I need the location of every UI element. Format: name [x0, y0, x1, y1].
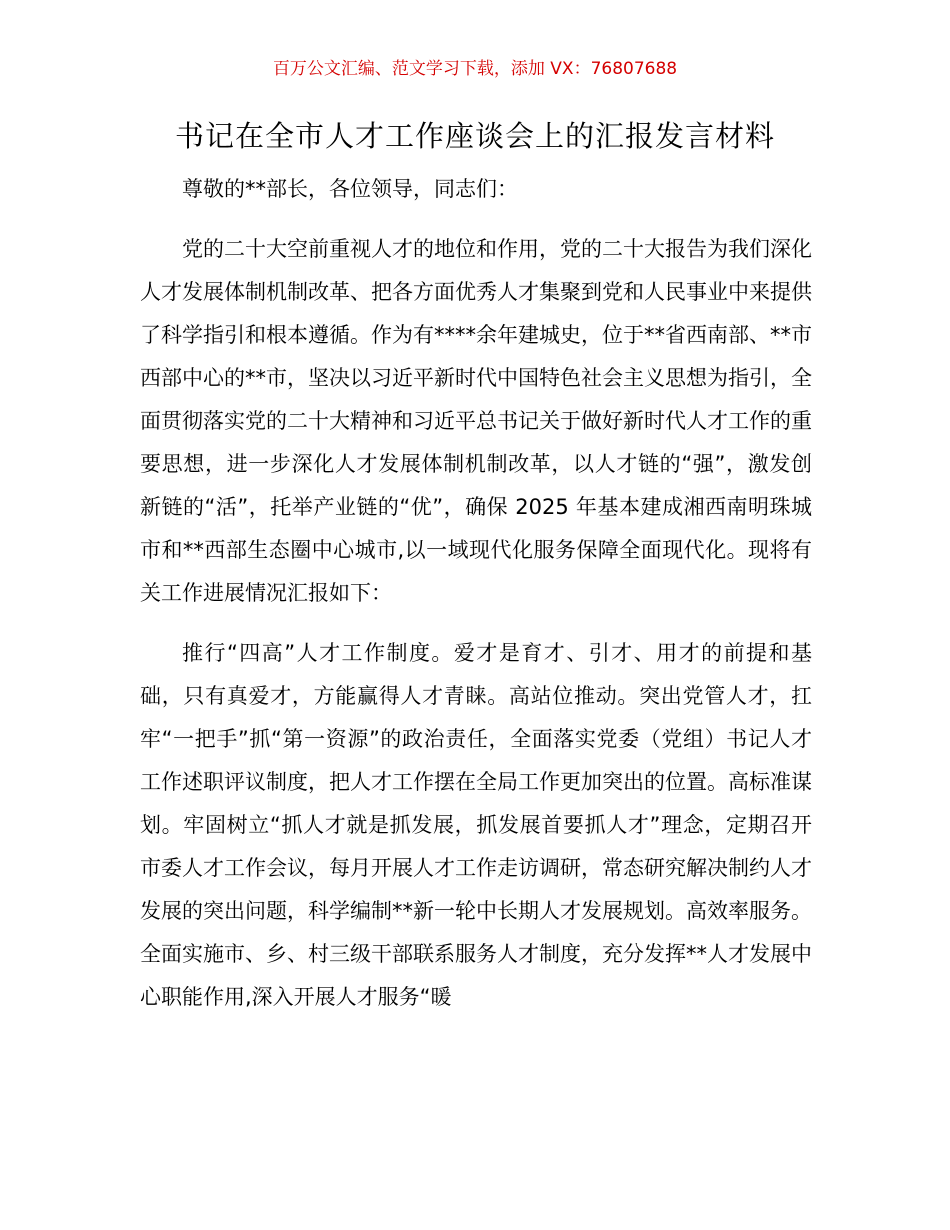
header-watermark: 百万公文汇编、范文学习下载，添加 VX：76807688	[272, 59, 678, 79]
paragraph-intro: 党的二十大空前重视人才的地位和作用，党的二十大报告为我们深化人才发展体制机制改革、把各方面优秀人才集聚到党和人民事业中来提供了科学指引和根本遵循。作为有****余年建城史，位于**省西南部、**市西部中心的**市，坚决以习近平新时代中国特色社会主义思想为指引，全面贯彻落实党的二十大精神和习近平总书记关于做好新时代人才工作的重要思想，进一步深化人才发展体制机制改革，以人才链的“强”，激发创新链的“活”，托举产业链的“优”，确保 2025 年基本建成湘西南明珠城市和**西部生态圈中心城市,以一域现代化服务保障全面现代化。现将有关工作进展情况汇报如下：	[140, 237, 812, 605]
salutation: 尊敬的**部长，各位领导，同志们：	[182, 177, 518, 201]
document-body	[140, 168, 812, 1019]
paragraph-four-highs: 推行“四高”人才工作制度。爱才是育才、引才、用才的前提和基础，只有真爱才，方能赢得人才青睐。高站位推动。突出党管人才，扛牢“一把手”抓“第一资源”的政治责任，全面落实党委（党组）书记人才工作述职评议制度，把人才工作摆在全局工作更加突出的位置。高标准谋划。牢固树立“抓人才就是抓发展，抓发展首要抓人才”理念，定期召开市委人才工作会议，每月开展人才工作走访调研，常态研究解决制约人才发展的突出问题，科学编制**新一轮中长期人才发展规划。高效率服务。全面实施市、乡、村三级干部联系服务人才制度，充分发挥**人才发展中心职能作用,深入开展人才服务“暖	[140, 641, 812, 1009]
document-title: 书记在全市人才工作座谈会上的汇报发言材料	[174, 119, 775, 153]
